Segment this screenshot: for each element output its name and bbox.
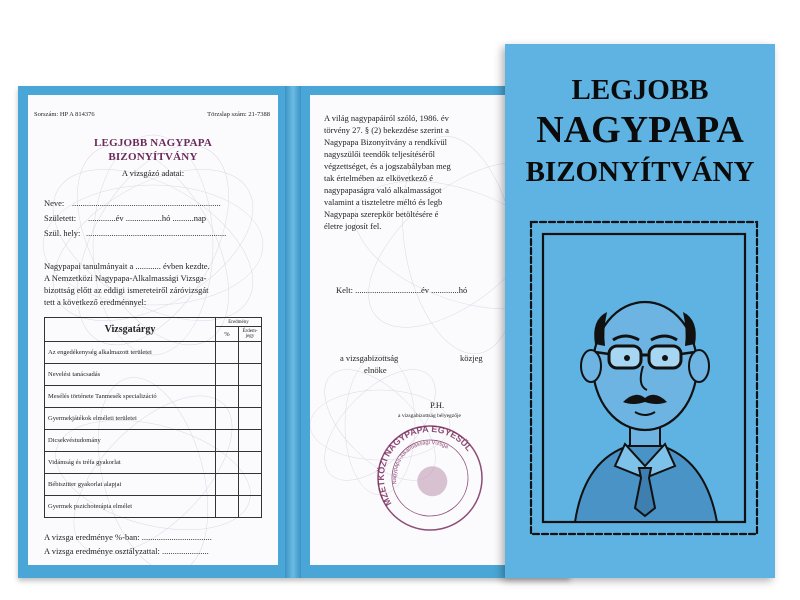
legal-text-line: törvény 27. § (2) bekezdése szerint a [324,125,449,135]
percent-cell [216,386,239,408]
certificate-cover [505,44,775,578]
date-line: Kelt: ...............................év .............hó [336,285,468,295]
stamp-outer-text: NEMZETKÖZI NAGYPAPA EGYESÜLET [375,423,475,508]
legal-text-line: életre jogosít fel. [324,221,382,231]
grade-cell [239,496,262,518]
exam-subject: Mesélés története Tanmesék specializáció [45,386,216,408]
table-row [45,364,262,386]
register-number: Törzslap szám: 21-7388 [207,111,270,118]
committee-stamp [370,420,490,535]
legal-text-line: végzettséget, és a jogszabályban meg [324,161,451,171]
grade-cell [239,364,262,386]
exam-subject: Nevelési tanácsadás [45,364,216,386]
legal-text-line: nagyszülői teendők teljesítéséről [324,149,435,159]
born-month-label: hó [161,213,171,223]
percent-cell [216,342,239,364]
stamp-inner-text: Nagypapa-Alkalmassági Vizsga [391,439,450,485]
grandpa-portrait [525,216,763,540]
table-row [45,342,262,364]
serial-number: Sorszám: HP A 814376 [34,111,95,118]
name-label: Neve: [44,198,65,208]
grade-cell [239,452,262,474]
percent-cell [216,430,239,452]
percent-cell [216,496,239,518]
exam-results-table [44,317,262,518]
exam-subject: Gyermek pszichoterápia elmélet [45,496,216,518]
grade-cell [239,430,262,452]
grade-cell [239,386,262,408]
born-year-label: év [115,213,124,223]
grade-header: Érdem-jegy [239,327,262,342]
result-percent-line: A vizsga eredménye %-ban: ................................. [44,532,212,542]
percent-cell [216,364,239,386]
born-day-label: nap [193,213,207,223]
chairman-signature-line1: a vizsgabizottság [340,353,399,363]
ph-label: P.H. [430,400,445,410]
studies-line4: tett a következő eredménnyel: [44,297,147,307]
notary-signature: közjeg [460,353,483,363]
legal-text-line: valamint a tiszteletre méltó és legb [324,197,443,207]
page-title-line1: LEGJOBB NAGYPAPA [94,137,212,149]
table-row [45,408,262,430]
stamp-caption: a vizsgabizottság bélyegzője [398,413,461,419]
studies-line2: A Nemzetközi Nagypapa-Alkalmassági Vizsga- [44,273,207,283]
table-row [45,452,262,474]
cover-title-line2: NAGYPAPA [536,109,744,151]
percent-cell [216,408,239,430]
chairman-signature-line2: elnöke [364,365,387,375]
folder-spine [285,86,301,578]
grade-cell [239,474,262,496]
legal-text-line: Nagypapa Bizonyítvány a rendkívül [324,137,447,147]
birthplace-label: Szül. hely: [44,228,81,238]
result-header: Eredmény [216,318,262,327]
grade-cell [239,408,262,430]
table-row [45,430,262,452]
percent-header: % [216,327,239,342]
subject-header: Vizsgatárgy [45,318,216,342]
svg-text:NEMZETKÖZI NAGYPAPA EGYESÜLET [370,420,475,515]
exam-subject: Az engedékenység alkalmazott területei [45,342,216,364]
table-row [45,496,262,518]
exam-subject: Dicsekvéstudomány [45,430,216,452]
percent-cell [216,452,239,474]
table-row [45,474,262,496]
studies-line1: Nagypapai tanulmányait a ............ évben kezdte. [44,261,210,271]
studies-line3: bizottság előtt az eddigi ismereteiről záróvizsgát [44,285,209,295]
cover-title-line3: BIZONYÍTVÁNY [525,156,755,188]
page-title-line2: BIZONYÍTVÁNY [108,151,198,163]
legal-text-line: tak értelmében az elkövetkező é [324,173,434,183]
left-page: Sorszám: HP A 814376 Törzslap szám: 21-7388 LEGJOBB NAGYPAPA BIZONYÍTVÁNY A vizsgázó adatai: Neve: ...................................................................... Született: .............év .................hó ..........nap Szül. hely: .................................................................. Nagypapai tanulmányait a ............ évben kezdte. A Nemzetközi Nagypapa-Alkalmassági Vizsga- bizottság előtt az eddigi ismereteiről záróvizsgát tett a következő eredménnyel: Vizsgatárgy Eredmény % Érdem-jegy Az engedékenység alkalmazott területei Nevelési tanácsadás Mesélés története Tanmesék specializáció Gyermekjátékok elméleti területei Dicsekvéstudomány Vidámság és tréfa gyakorlat Bébiszitter gyakorlat alapjai Gyermek pszichoterápia elmélet A vizsga eredménye %-ban: ................................. A vizsga eredménye osztályzattal: ...................... [28,95,278,565]
table-row [45,386,262,408]
percent-cell [216,474,239,496]
exam-subject: Gyermekjátékok elméleti területei [45,408,216,430]
born-label: Született: [44,213,77,223]
legal-text-line: A világ nagypapáiról szóló, 1986. év [324,113,449,123]
exam-subject: Bébiszitter gyakorlat alapjai [45,474,216,496]
result-grade-line: A vizsga eredménye osztályzattal: ...................... [44,546,209,556]
legal-text-line: nagypapaságra való alkalmasságot [324,185,442,195]
legal-text-line: Nagypapa szerepkör betöltésére é [324,209,439,219]
candidate-data-heading: A vizsgázó adatai: [121,168,185,178]
grade-cell [239,342,262,364]
cover-title-line1: LEGJOBB [571,74,709,106]
exam-subject: Vidámság és tréfa gyakorlat [45,452,216,474]
